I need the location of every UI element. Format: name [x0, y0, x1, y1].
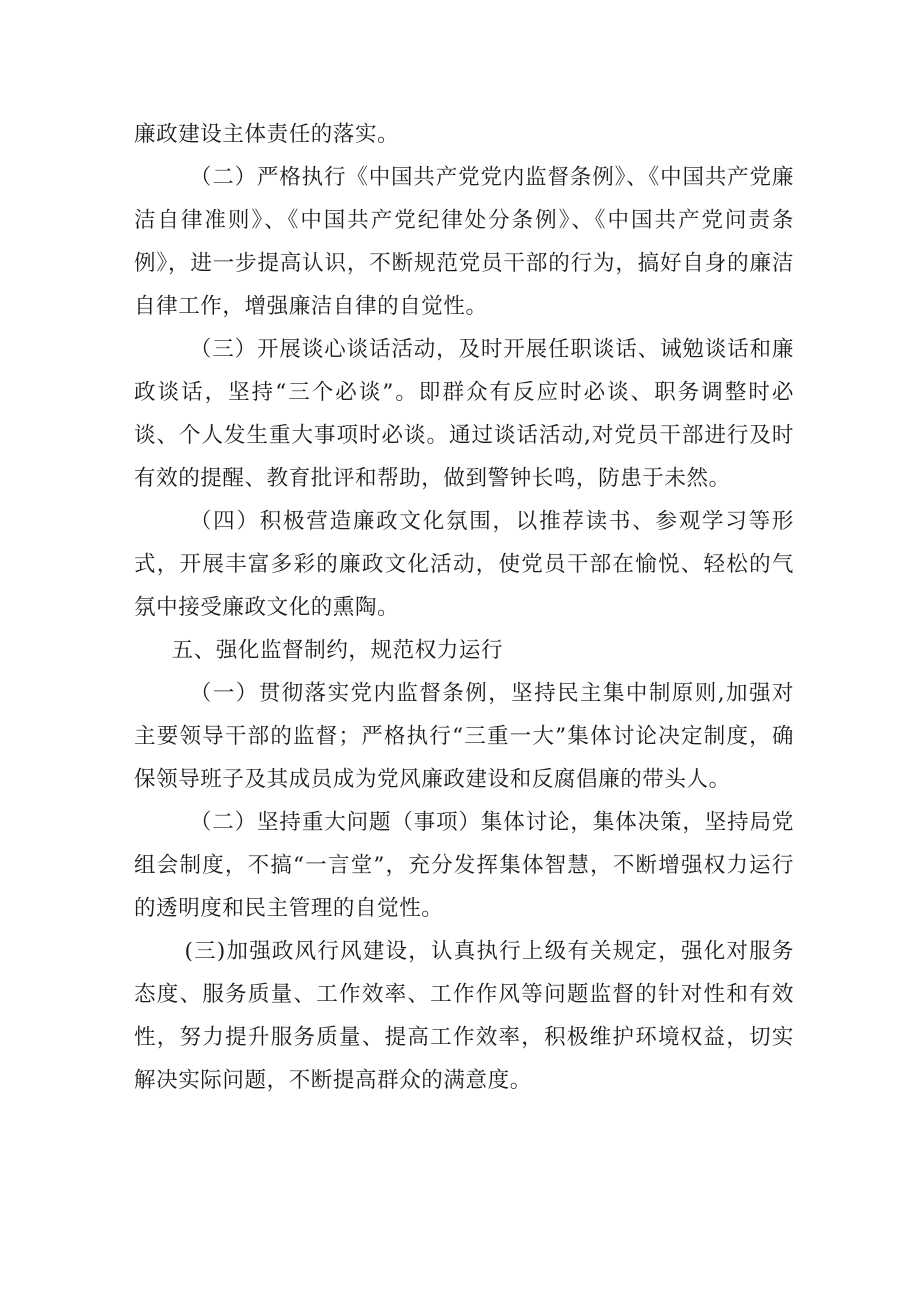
paragraph-section5-item-2: （二）坚持重大问题（事项）集体讨论，集体决策，坚持局党组会制度，不搞“一言堂”，充分发挥集体智慧，不断增强权力运行的透明度和民主管理的自觉性。 — [134, 810, 794, 921]
section-heading-5: 五、强化监督制约，规范权力运行 — [171, 638, 504, 663]
paragraph-continuation: 廉政建设主体责任的落实。 — [134, 122, 400, 147]
paragraph-section5-item-1: （一）贯彻落实党内监督条例，坚持民主集中制原则,加强对主要领导干部的监督；严格执行“三重一大”集体讨论决定制度，确保领导班子及其成员成为党风廉政建设和反腐倡廉的带头人。 — [134, 681, 794, 792]
document-body — [134, 113, 794, 1102]
paragraph-item-4: （四）积极营造廉政文化氛围，以推荐读书、参观学习等形式，开展丰富多彩的廉政文化活动，使党员干部在愉悦、轻松的气氛中接受廉政文化的熏陶。 — [134, 509, 794, 620]
paragraph-section5-item-3: (三)加强政风行风建设，认真执行上级有关规定，强化对服务态度、服务质量、工作效率、工作作风等问题监督的针对性和有效性，努力提升服务质量、提高工作效率，积极维护环境权益，切实解决实际问题，不断提高群众的满意度。 — [134, 939, 794, 1093]
paragraph-item-2: （二）严格执行《中国共产党党内监督条例》、《中国共产党廉洁自律准则》、《中国共产党纪律处分条例》、《中国共产党问责条例》，进一步提高认识，不断规范党员干部的行为，搞好自身的廉洁自律工作，增强廉洁自律的自觉性。 — [134, 165, 794, 319]
paragraph-item-3: （三）开展谈心谈话活动，及时开展任职谈话、诫勉谈话和廉政谈话，坚持“三个必谈”。即群众有反应时必谈、职务调整时必谈、个人发生重大事项时必谈。通过谈话活动,对党员干部进行及时有效的提醒、教育批评和帮助，做到警钟长鸣，防患于未然。 — [134, 337, 794, 491]
